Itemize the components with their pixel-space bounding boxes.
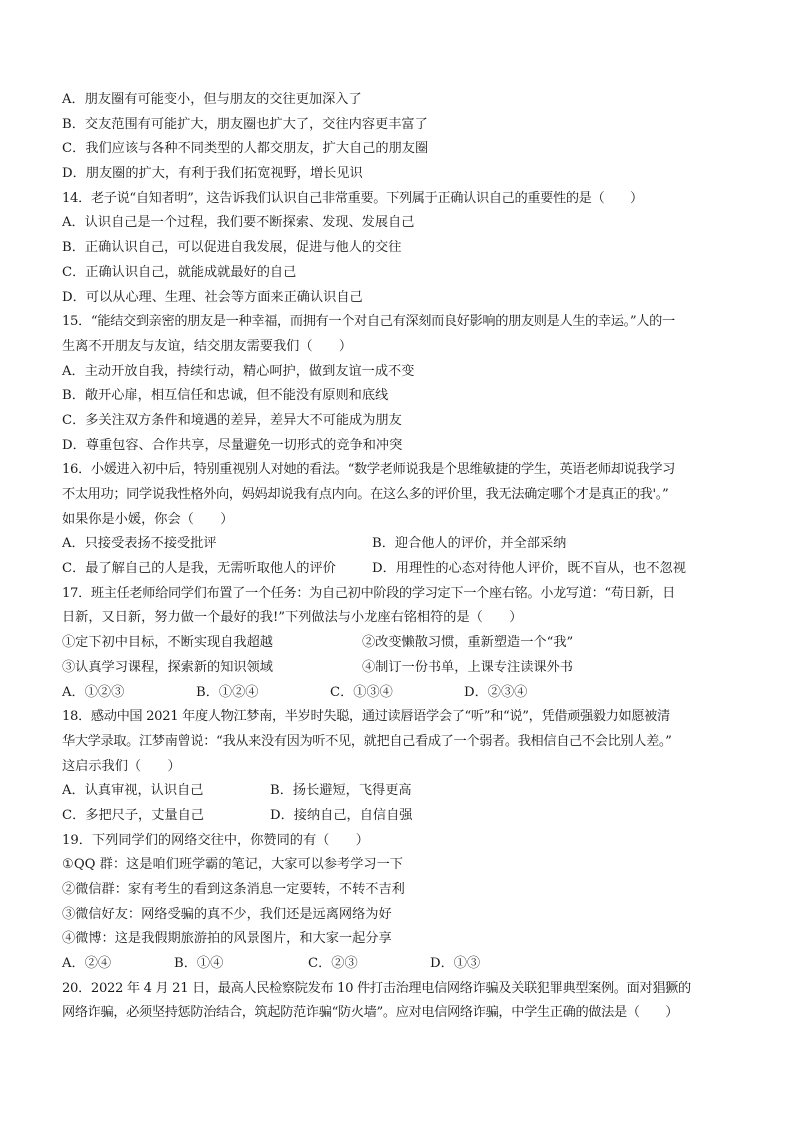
q17-option-d: D．②③④	[464, 684, 528, 700]
q17-items-row	[62, 656, 742, 681]
q17-item-1: ①定下初中目标，不断实现自我超越	[62, 635, 273, 651]
q19-item-2: ②微信群：家有考生的看到这条消息一定要转，不转不吉利	[62, 882, 405, 897]
q13-option-c: C．我们应该与各种不同类型的人都交朋友，扩大自己的朋友圈	[62, 141, 429, 157]
q15-option-a: A．主动开放自我，持续行动，精心呵护，做到友谊一成不变	[62, 363, 415, 379]
q16-option-a: A．只接受表扬不接受批评	[62, 536, 217, 552]
q16-stem-line: 不太用功；同学说我性格外向，妈妈却说我有点内向。在这么多的评价里，我无法确定哪个才是真正的我'。”	[62, 487, 669, 502]
q17-items-row	[62, 631, 742, 656]
q15-stem-line: 生离不开朋友与友谊，结交朋友需要我们（ ）	[62, 338, 353, 354]
q18-stem-line: 华大学录取。江梦南曾说：“我从来没有因为听不见，就把自己看成了一个弱者。我相信自己不会比别人差。”	[62, 733, 672, 749]
q19-options-row	[62, 952, 742, 977]
q18-option-c: C．多把尺子，丈量自己	[62, 807, 204, 823]
q20-stem-line: 20．2022 年 4 月 21 日，最高人民检察院发布 10 件打击治理电信网络诈骗及关联犯罪典型案例。面对猖獗的	[62, 980, 691, 996]
q19-stem: 19．下列同学们的网络交往中，你赞同的有（ ）	[62, 832, 369, 848]
q15-option-d: D．尊重包容、合作共享，尽量避免一切形式的竞争和冲突	[62, 437, 403, 453]
q17-item-4: ④制订一份书单，上课专注读课外书	[362, 659, 573, 675]
q18-option-d: D．接纳自己，自信自强	[270, 807, 413, 823]
q18-options-row	[62, 804, 742, 829]
q19-option-d: D．①③	[430, 956, 481, 972]
q15-stem-line: 15．“能结交到亲密的朋友是一种幸福，而拥有一个对自己有深刻而良好影响的朋友则是人生的幸运。”人的一	[62, 314, 675, 330]
q19-item-4: ④微博：这是我假期旅游拍的风景图片，和大家一起分享	[62, 931, 392, 947]
q19-item-1: ①QQ 群：这是咱们班学霸的笔记，大家可以参考学习一下	[62, 857, 403, 873]
q16-stem-line: 如果你是小媛，你会（ ）	[62, 511, 234, 527]
q19-item-3: ③微信好友：网络受骗的真不少，我们还是远离网络为好	[62, 906, 392, 922]
q16-option-d: D．用理性的心态对待他人评价，既不盲从，也不忽视	[372, 561, 686, 577]
q18-option-a: A．认真审视，认识自己	[62, 783, 204, 799]
q14-option-d: D．可以从心理、生理、社会等方面来正确认识自己	[62, 289, 363, 305]
q16-option-c: C．最了解自己的人是我，无需听取他人的评价	[62, 561, 336, 577]
q16-stem-line: 16．小媛进入初中后，特别重视别人对她的看法。“数学老师说我是个思维敏捷的学生，英语老师却说我学习	[62, 462, 675, 478]
q14-stem: 14．老子说“自知者明”，这告诉我们认识自己非常重要。下列属于正确认识自己的重要性的是（ ）	[62, 190, 643, 206]
q13-option-d: D．朋友圈的扩大，有利于我们拓宽视野，增长见识	[62, 166, 363, 182]
q17-option-a: A．①②③	[62, 684, 125, 700]
q19-option-b: B．①④	[174, 956, 224, 972]
q18-stem-line: 18．感动中国 2021 年度人物江梦南，半岁时失聪，通过读唇语学会了“听”和“说”，凭借顽强毅力如愿被清	[62, 709, 670, 725]
q18-stem-line: 这启示我们（ ）	[62, 758, 181, 774]
q18-options-row	[62, 779, 742, 804]
q13-option-b: B．交友范围有可能扩大，朋友圈也扩大了，交往内容更丰富了	[62, 116, 428, 132]
q15-option-b: B．敞开心扉，相互信任和忠诚，但不能没有原则和底线	[62, 388, 389, 404]
q18-option-b: B．扬长避短，飞得更高	[270, 783, 412, 799]
q16-options-row	[62, 532, 742, 557]
q19-option-c: C．②③	[308, 956, 358, 972]
q13-option-a: A．朋友圈有可能变小，但与朋友的交往更加深入了	[62, 92, 362, 107]
q16-option-b: B．迎合他人的评价，并全部采纳	[372, 536, 567, 552]
q17-option-c: C．①③④	[330, 684, 393, 700]
q17-stem-line: 日新，又日新，努力做一个最好的我!”下列做法与小龙座右铭相符的是（ ）	[62, 610, 523, 626]
q14-option-b: B．正确认识自己，可以促进自我发展，促进与他人的交往	[62, 240, 402, 256]
q17-item-3: ③认真学习课程，探索新的知识领域	[62, 659, 273, 675]
q20-stem-line: 网络诈骗，必须坚持惩防治结合，筑起防范诈骗“防火墙”。应对电信网络诈骗，中学生正确的做法是（ ）	[62, 1005, 679, 1021]
q17-stem-line: 17．班主任老师给同学们布置了一个任务：为自己初中阶段的学习定下一个座右铭。小龙写道：“苟日新，日	[62, 585, 675, 601]
q17-option-b: B．①②④	[196, 684, 259, 700]
q19-option-a: A．②④	[62, 956, 112, 972]
q17-options-row	[62, 681, 742, 706]
q16-options-row	[62, 557, 742, 582]
q14-option-a: A．认识自己是一个过程，我们要不断探索、发现、发展自己	[62, 215, 415, 231]
q14-option-c: C．正确认识自己，就能成就最好的自己	[62, 264, 297, 280]
exam-page	[62, 88, 742, 1026]
q15-option-c: C．多关注双方条件和境遇的差异，差异大不可能成为朋友	[62, 412, 402, 428]
q17-item-2: ②改变懒散习惯，重新塑造一个“我”	[362, 635, 574, 651]
